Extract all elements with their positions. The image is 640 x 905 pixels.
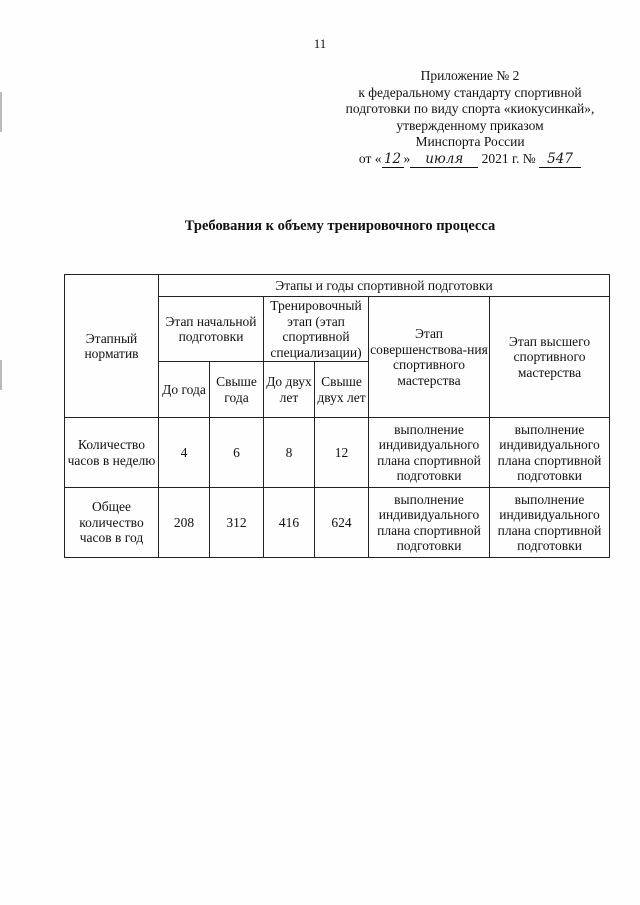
text-cell: выполнение индивидуального плана спортивной подготовки [369, 488, 490, 558]
subheader-cell: До двух лет [264, 362, 315, 418]
table-header-row [65, 275, 610, 297]
text-cell: выполнение индивидуального плана спортивной подготовки [369, 418, 490, 488]
order-month-handwritten: июля [410, 151, 478, 169]
appendix-line: к федеральному стандарту спортивной [358, 84, 582, 100]
page-number: 11 [313, 36, 327, 51]
order-date-line [330, 151, 610, 169]
order-number-handwritten: 547 [539, 151, 581, 169]
order-prefix: от « [358, 150, 382, 166]
appendix-block [330, 68, 610, 168]
value-cell: 416 [264, 488, 315, 558]
table-row [65, 488, 610, 558]
appendix-line: Минспорта России [415, 134, 525, 149]
stage-header-higher: Этап высшего спортивного мастерства [490, 297, 610, 418]
appendix-line: утвержденному приказом [396, 117, 544, 133]
order-day-handwritten: 12 [382, 151, 404, 169]
text-cell: выполнение индивидуального плана спортивной подготовки [490, 488, 610, 558]
subheader-cell: До года [159, 362, 210, 418]
document-title: Требования к объему тренировочного процесса [184, 218, 496, 234]
subheader-cell: Свыше года [210, 362, 264, 418]
row-label-cell: Общее количество часов в год [65, 488, 159, 558]
subheader-cell: Свыше двух лет [315, 362, 369, 418]
scan-edge-mark [0, 360, 2, 390]
appendix-title: Приложение № 2 [420, 68, 520, 83]
value-cell: 12 [315, 418, 369, 488]
row-label-cell: Количество часов в неделю [65, 418, 159, 488]
value-cell: 312 [210, 488, 264, 558]
stage-header-training: Тренировочный этап (этап спортивной специализации) [264, 297, 369, 362]
scan-edge-mark [0, 92, 2, 132]
value-cell: 624 [315, 488, 369, 558]
requirements-table [64, 274, 610, 558]
value-cell: 208 [159, 488, 210, 558]
stage-header-improvement: Этап совершенствова-ния спортивного мастерства [369, 297, 490, 418]
value-cell: 4 [159, 418, 210, 488]
order-mid: » [403, 150, 411, 166]
norm-header-cell: Этапный норматив [65, 275, 159, 418]
order-year: 2021 г. № [481, 150, 536, 166]
text-cell: выполнение индивидуального плана спортивной подготовки [490, 418, 610, 488]
value-cell: 8 [264, 418, 315, 488]
appendix-line: подготовки по виду спорта «киокусинкай», [345, 101, 595, 116]
table-row [65, 418, 610, 488]
stage-header-initial: Этап начальной подготовки [159, 297, 264, 362]
value-cell: 6 [210, 418, 264, 488]
group-header-cell: Этапы и годы спортивной подготовки [159, 275, 610, 297]
